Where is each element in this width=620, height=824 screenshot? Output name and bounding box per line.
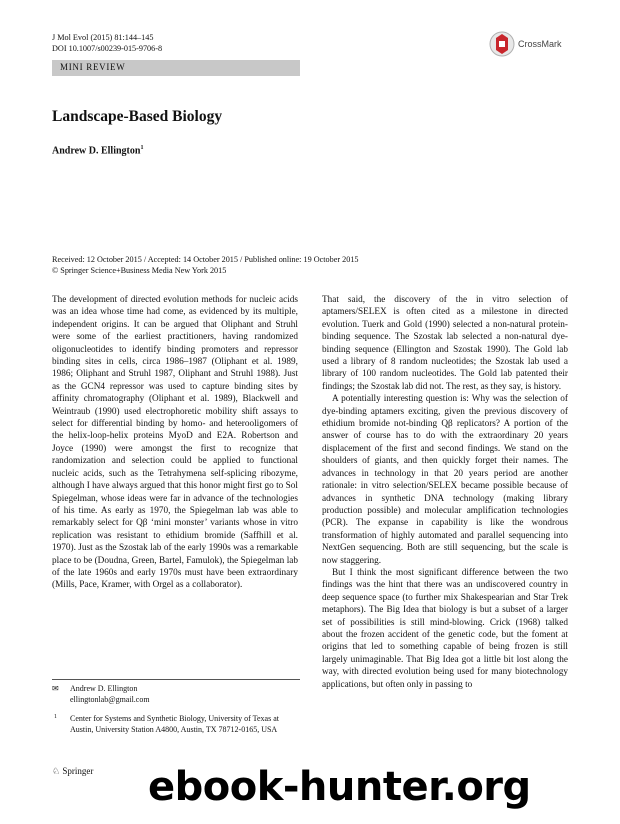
body-paragraph: A potentially interesting question is: Why was the selection of dye-binding aptamers exciting, given the previous discovery of ethidium bromide not-binding Qβ replicators? A portion of the answer of course has to do with the extraordinary 20 years displacement of the first and second findings. We stand on the shoulders of giants, and then quickly forget their names. The advances in technology in that 20 years period are another rationale: in vitro selection/SELEX became possible because of advances in synthetic DNA technology (making library production possible) and molecular amplification technologies (PCR). The expanse in capability is like the wondrous transformation of highly automated and parallel sequencing into NextGen sequencing. Both are still sequencing, but the scale is now staggering. bbox=[322, 394, 568, 566]
body-paragraph: The development of directed evolution methods for nucleic acids was an idea whose time had come, as evidenced by its multiple, independent origins. It can be argued that Oliphant and Struhl were some of the earliest practitioners, having randomized oligonucleotides to identify binding promoters and repressor binding sites in cells, circa 1986–1987 (Oliphant et al. 1989, 1986; Oliphant and Struhl 1987, Oliphant and Struhl 1988). Just as the GCN4 repressor was used to capture binding sites by affinity chromatography (Oliphant et al. 1989), Blackwell and Weintraub (1990) used electrophoretic mobility shift assays to select for differential binding by homo- and heterooligomers of the helix-loop-helix proteins MyoD and E2A. Robertson and Joyce (1990) were amongst the first to recognize that randomization and selection could be applied to functional nucleic acids, such as the Tetrahymena self-splicing ribozyme, although I have always argued that this honor might first go to Sol Spiegelman, whose ideas were far in advance of the technologies of his time. As early as 1970, the Spiegelman lab was able to remarkably select for Qβ ‘mini monster’ variants whose in vitro replication was resistant to ethidium bromide (Saffhill et al. 1970). Just as the Szostak lab of the early 1990s was a remarkable place to be (Doudna, Green, Bartel, Famulok), the Spiegelman lab of the late 1960s and early 1970s must have been extraordinary (Mills, Pace, Kramer, with Orgel as a collaborator). bbox=[52, 295, 298, 591]
affiliation-footnote bbox=[52, 714, 302, 735]
correspondence-name: Andrew D. Ellington bbox=[70, 684, 138, 693]
envelope-icon: ✉ bbox=[52, 684, 59, 693]
journal-citation: J Mol Evol (2015) 81:144–145 bbox=[52, 33, 154, 42]
dates-line: Received: 12 October 2015 / Accepted: 14 October 2015 / Published online: 19 October 2015 bbox=[52, 255, 359, 264]
author-affiliation-mark: 1 bbox=[140, 145, 144, 151]
section-label-bar bbox=[52, 60, 300, 76]
section-label: MINI REVIEW bbox=[60, 62, 126, 72]
crossmark-badge[interactable] bbox=[488, 30, 578, 60]
springer-horse-icon: ♘ bbox=[52, 766, 61, 776]
author-line bbox=[52, 145, 143, 156]
correspondence-email[interactable]: ellingtonlab@gmail.com bbox=[70, 694, 150, 704]
publisher-name: Springer bbox=[62, 766, 94, 776]
crossmark-label: CrossMark bbox=[518, 39, 562, 49]
body-paragraph: But I think the most significant difference between the two findings was the hint that there was an undiscovered country in deep sequence space (to further mix Shakespearian and Star Trek metaphors). The Big Idea that biology is but a subset of a larger set of possibilities is still mind-blowing. Crick (1968) talked about the frozen accident of the genetic code, but the foment at origins that led to something capable of being frozen is still largely unimaginable. That Big Idea got a little bit lost along the way, with directed evolution being used for many biotechnology applications, but often only in passing to bbox=[322, 567, 568, 690]
watermark-text: ebook-hunter.org bbox=[148, 764, 531, 810]
correspondence-footnote bbox=[52, 684, 302, 705]
affiliation-number: 1 bbox=[54, 714, 57, 720]
right-column bbox=[322, 294, 568, 691]
copyright-line: © Springer Science+Business Media New York 2015 bbox=[52, 266, 227, 275]
publisher-logo bbox=[52, 766, 93, 777]
left-column bbox=[52, 294, 298, 592]
affiliation-text: Center for Systems and Synthetic Biology, University of Texas at Austin, University Station A4800, Austin, TX 78712-0165, USA bbox=[70, 714, 279, 734]
article-title: Landscape-Based Biology bbox=[52, 108, 223, 125]
doi-line: DOI 10.1007/s00239-015-9706-8 bbox=[52, 44, 163, 53]
body-paragraph: That said, the discovery of the in vitro selection of aptamers/SELEX is often cited as a milestone in directed evolution. Tuerk and Gold (1990) selected a non-natural protein-binding sequence. The Szostak lab selected a non-natural dye-binding sequence (Ellington and Szostak 1990). The Gold lab used a library of 8 random nucleotides; the Szostak lab used a library of 100 random nucleotides. The Gold lab patented their findings; the Szostak lab did not. The rest, as they say, is history. bbox=[322, 295, 568, 392]
author-name: Andrew D. Ellington bbox=[52, 145, 141, 157]
footnote-divider bbox=[52, 679, 300, 680]
publication-dates bbox=[52, 254, 359, 276]
